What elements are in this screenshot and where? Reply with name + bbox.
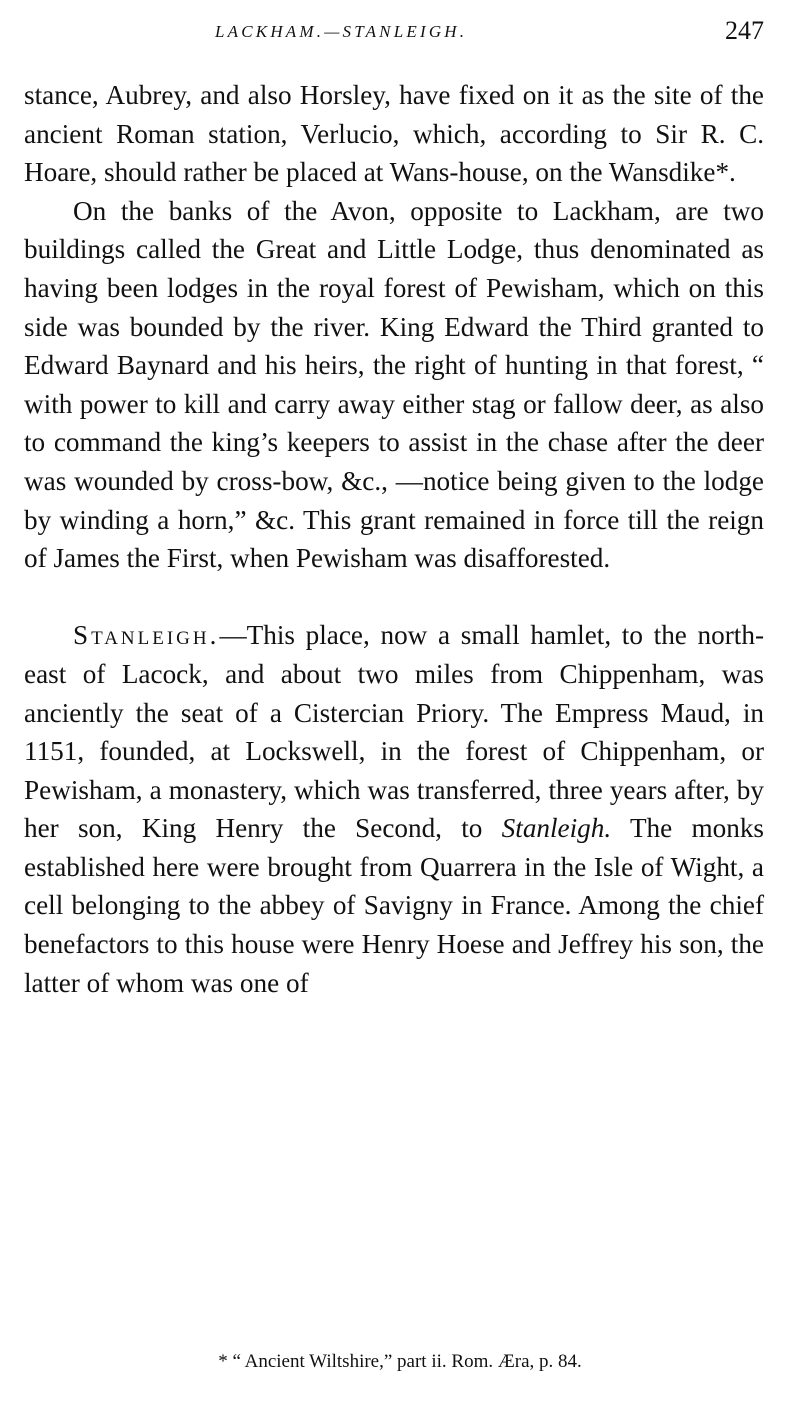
running-title: LACKHAM.—STANLEIGH. bbox=[215, 22, 468, 41]
stanleigh-text-b: The monks established here were brought from Quarrera in the Isle of Wight, a cell belonging to the abbey of Savigny in France. Among the chief benefactors to this house were Henry Hoese and Jeffrey his son, the latter of whom was one of bbox=[24, 813, 764, 998]
paragraph-continuation: stance, Aubrey, and also Horsley, have fixed on it as the site of the ancient Roman station, Verlucio, which, according to Sir R. C. Hoare, should rather be placed at Wans-house, on the Wansdike*. bbox=[24, 80, 764, 188]
stanleigh-italic-name: Stanleigh. bbox=[501, 813, 612, 844]
footnote: * “ Ancient Wiltshire,” part ii. Rom. Æra, p. 84. bbox=[218, 1351, 582, 1372]
paragraph-stanleigh bbox=[24, 616, 764, 1002]
page-number: 247 bbox=[725, 16, 764, 45]
body-text bbox=[24, 76, 764, 1002]
section-heading-stanleigh: Stanleigh. bbox=[73, 620, 220, 651]
paragraph-lodges: On the banks of the Avon, opposite to Lackham, are two buildings called the Great and Little Lodge, thus denominated as having been lodges in the royal forest of Pewisham, which on this side was bounded by the river. King Edward the Third granted to Edward Baynard and his heirs, the right of hunting in that forest, “ with power to kill and carry away either stag or fallow deer, as also to command the king’s keepers to assist in the chase after the deer was wounded by cross-bow, &c., —notice being given to the lodge by winding a horn,” &c. This grant remained in force till the reign of James the First, when Pewisham was disafforested. bbox=[24, 195, 764, 574]
running-head bbox=[0, 16, 800, 46]
stanleigh-text-a: —This place, now a small hamlet, to the north-east of Lacock, and about two miles from Chippenham, was anciently the seat of a Cistercian Priory. The Empress Maud, in 1151, founded, at Lockswell, in the forest of Chippenham, or Pewisham, a monastery, which was transferred, three years after, by her son, King Henry the Second, to bbox=[24, 620, 764, 844]
